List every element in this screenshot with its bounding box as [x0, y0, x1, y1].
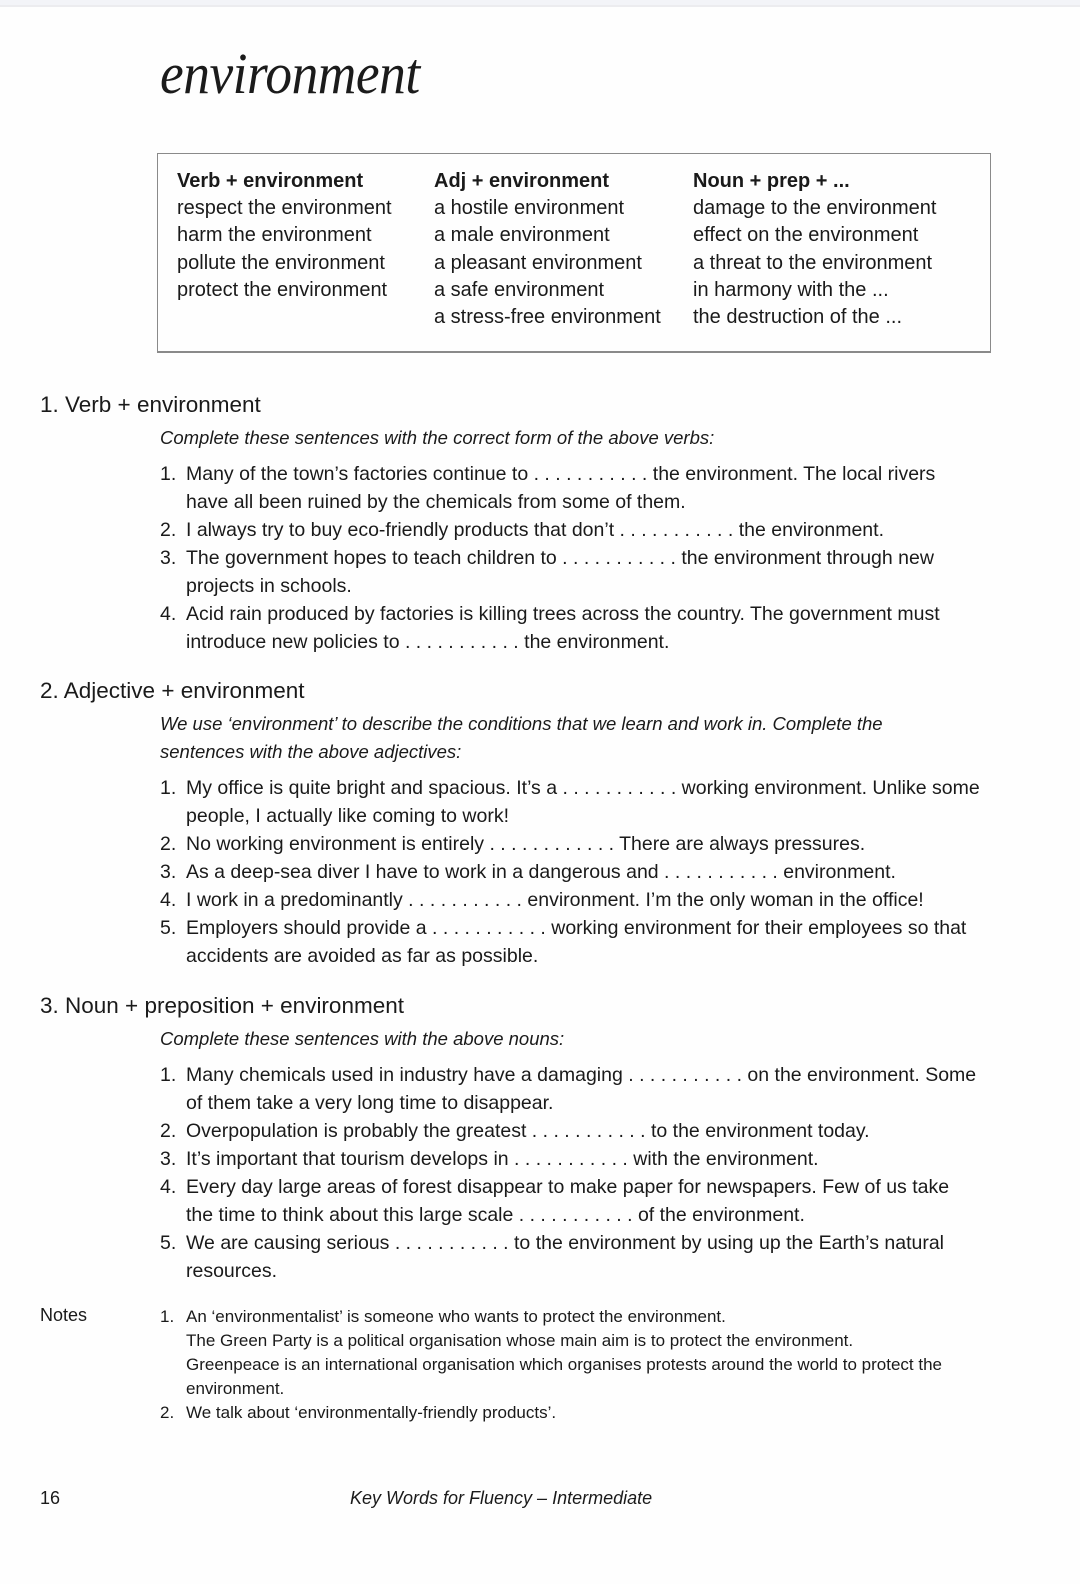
item-text: I always try to buy eco-friendly products that don’t . . . . . . . . . . . the environment. [186, 519, 884, 541]
item-number: 3. [160, 1148, 177, 1170]
exercise-item [160, 516, 980, 544]
note-item [160, 1401, 960, 1425]
item-text: As a deep-sea diver I have to work in a dangerous and . . . . . . . . . . . environment. [186, 861, 896, 883]
item-number: 2. [160, 833, 177, 855]
exercise-item [160, 1117, 980, 1145]
collocation-item: effect on the environment [693, 224, 919, 247]
section-instruction: Complete these sentences with the above nouns: [160, 1028, 565, 1049]
item-number: 5. [160, 1232, 177, 1254]
section-instruction: Complete these sentences with the correct form of the above verbs: [160, 427, 715, 448]
collocation-item: a male environment [434, 224, 610, 247]
collocation-column-verb [177, 168, 392, 304]
item-number: 2. [160, 1120, 177, 1142]
item-text: I work in a predominantly . . . . . . . . . . . environment. I’m the only woman in the office! [186, 889, 924, 911]
item-number: 1. [160, 463, 177, 485]
note-text: We talk about ‘environmentally-friendly products’. [186, 1403, 557, 1422]
collocation-item: harm the environment [177, 224, 372, 247]
exercise-item [160, 858, 980, 886]
collocation-item: respect the environment [177, 197, 392, 220]
notes-label: Notes [40, 1305, 88, 1325]
collocation-item: in harmony with the ... [693, 278, 889, 301]
exercise-list-adjective [160, 774, 980, 970]
item-text: It’s important that tourism develops in . . . . . . . . . . . with the environment. [186, 1148, 819, 1170]
item-text: No working environment is entirely . . . . . . . . . . . . There are always pressures. [186, 833, 866, 855]
item-number: 2. [160, 1403, 175, 1422]
item-text: Employers should provide a . . . . . . . . . . . working environment for their employees so that accidents are avoided as far as possible. [186, 917, 967, 967]
exercise-item [160, 886, 980, 914]
collocation-item: pollute the environment [177, 251, 385, 274]
item-text: Acid rain produced by factories is killing trees across the country. The government must introduce new policies to . . . . . . . . . . . the environment. [186, 603, 940, 653]
item-text: Overpopulation is probably the greatest . . . . . . . . . . . to the environment today. [186, 1120, 870, 1142]
exercise-item [160, 914, 980, 970]
item-number: 1. [160, 777, 177, 799]
note-item [160, 1305, 960, 1401]
item-text: The government hopes to teach children to . . . . . . . . . . . the environment through new projects in schools. [186, 547, 934, 597]
collocation-item: damage to the environment [693, 197, 937, 220]
exercise-item [160, 774, 980, 830]
collocation-item: a hostile environment [434, 197, 625, 220]
notes-list [160, 1305, 960, 1425]
item-text: Every day large areas of forest disappear to make paper for newspapers. Few of us take the time to think about this large scale . . . . . . . . . . . of the environment. [186, 1176, 950, 1226]
exercise-item [160, 1145, 980, 1173]
exercise-item [160, 544, 980, 600]
top-edge-bar [0, 0, 1080, 7]
item-number: 4. [160, 603, 177, 625]
book-title: Key Words for Fluency – Intermediate [350, 1488, 653, 1508]
item-number: 2. [160, 519, 177, 541]
section-heading-noun: 3. Noun + preposition + environment [40, 993, 404, 1018]
column-header: Verb + environment [177, 170, 364, 192]
note-text: Greenpeace is an international organisation which organises protests around the world to protect the environment. [186, 1355, 943, 1398]
item-number: 4. [160, 889, 177, 911]
column-header: Adj + environment [434, 170, 610, 192]
section-heading-verb: 1. Verb + environment [40, 392, 261, 417]
note-text: The Green Party is a political organisation whose main aim is to protect the environment. [186, 1331, 854, 1350]
item-text: My office is quite bright and spacious. It’s a . . . . . . . . . . . working environment. Unlike some people, I actually like coming to work! [186, 777, 980, 827]
collocation-item: a stress-free environment [434, 306, 661, 329]
exercise-list-noun [160, 1061, 980, 1285]
exercise-item [160, 830, 980, 858]
exercise-list-verb [160, 460, 980, 656]
collocation-column-adj [434, 168, 661, 331]
exercise-item [160, 1061, 980, 1117]
item-number: 4. [160, 1176, 177, 1198]
collocation-item: a pleasant environment [434, 251, 642, 274]
item-text: Many chemicals used in industry have a damaging . . . . . . . . . . . on the environment. Some of them take a very long time to disappear. [186, 1064, 977, 1114]
section-instruction: We use ‘environment’ to describe the conditions that we learn and work in. Complete the sentences with the above adjectives: [160, 713, 883, 762]
section-heading-adjective: 2. Adjective + environment [40, 678, 305, 703]
collocation-item: protect the environment [177, 278, 388, 301]
exercise-item [160, 460, 980, 516]
item-number: 1. [160, 1064, 177, 1086]
item-number: 1. [160, 1307, 175, 1326]
exercise-item [160, 1173, 980, 1229]
page-number: 16 [40, 1488, 61, 1508]
collocation-column-noun [693, 168, 937, 331]
exercise-item [160, 1229, 980, 1285]
item-number: 3. [160, 861, 177, 883]
item-text: Many of the town’s factories continue to . . . . . . . . . . . the environment. The local rivers have all been ruined by the chemicals from some of them. [186, 463, 936, 513]
item-number: 3. [160, 547, 177, 569]
item-text: We are causing serious . . . . . . . . . . . to the environment by using up the Earth’s natural resources. [186, 1232, 945, 1282]
note-text: An ‘environmentalist’ is someone who wants to protect the environment. [186, 1307, 726, 1326]
item-number: 5. [160, 917, 177, 939]
page-title: environment [160, 41, 420, 106]
collocation-box [157, 153, 991, 353]
column-header: Noun + prep + ... [693, 170, 850, 192]
collocation-item: the destruction of the ... [693, 306, 903, 329]
collocation-item: a safe environment [434, 278, 605, 301]
collocation-item: a threat to the environment [693, 251, 933, 274]
exercise-item [160, 600, 980, 656]
